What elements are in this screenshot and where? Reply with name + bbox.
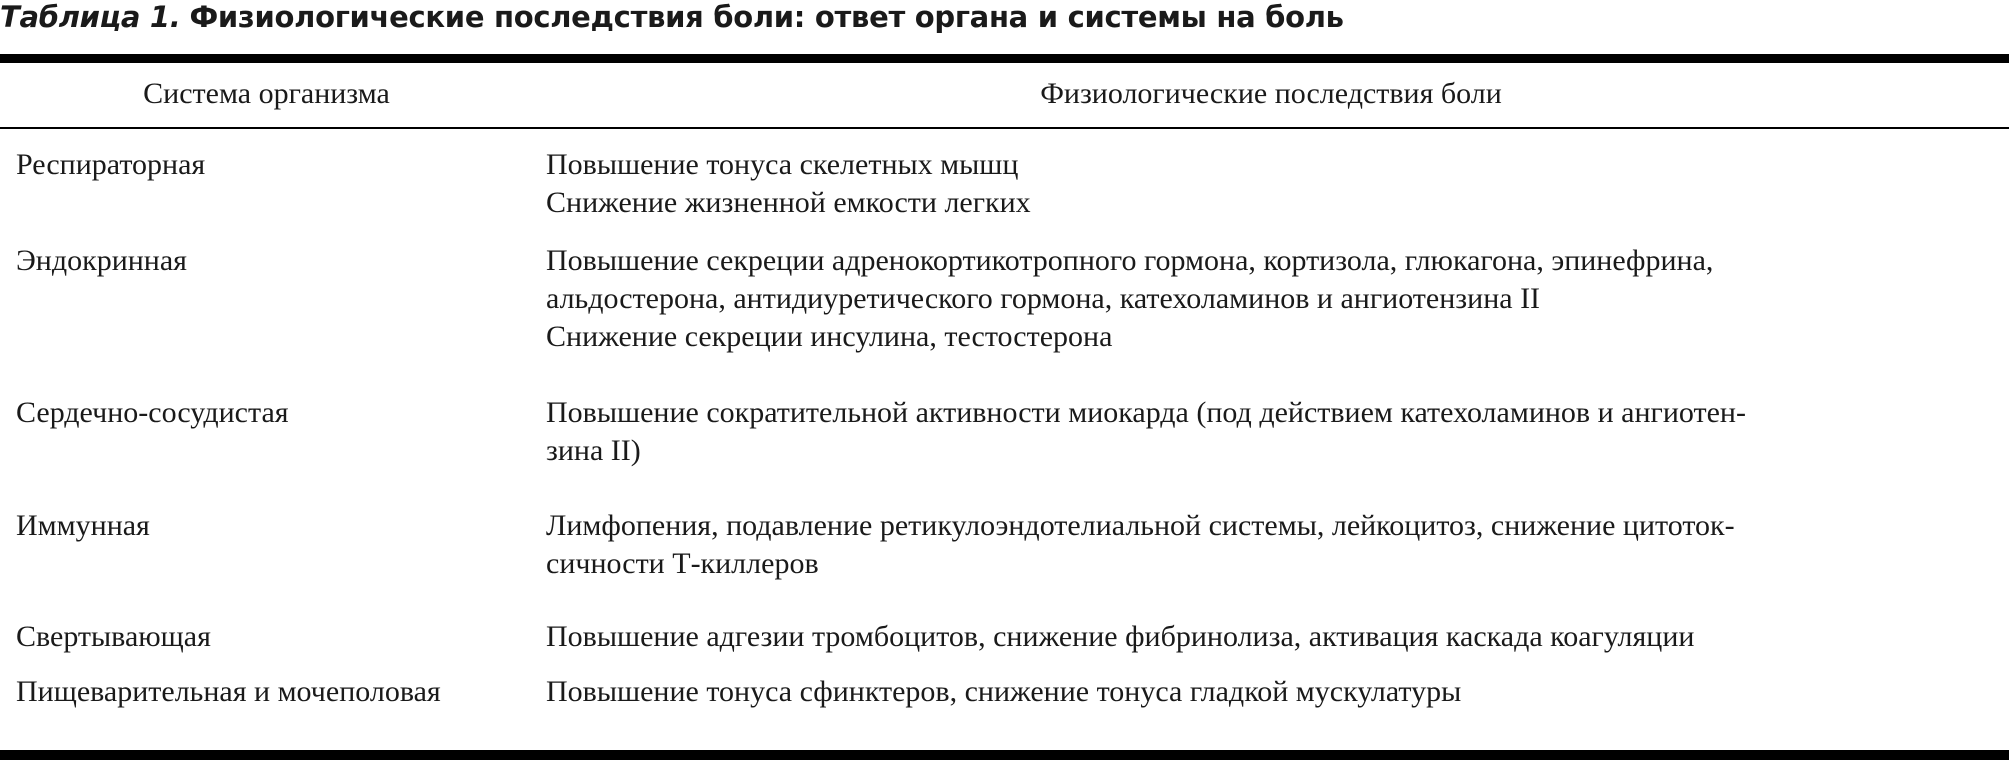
system-cell: Эндокринная — [16, 244, 187, 277]
effects-cell — [532, 618, 2009, 673]
table-top-rule — [0, 54, 2009, 63]
effects-cell — [532, 507, 2009, 618]
effects-cell — [532, 394, 2009, 507]
header-effects: Физиологические последствия боли — [1040, 77, 1502, 110]
system-cell: Иммунная — [16, 509, 150, 542]
effects-cell — [532, 146, 2009, 242]
effect-line: Повышение секреции адренокортикотропного гормона, кортизола, глюкагона, эпинефрина, — [546, 244, 1714, 277]
table-bottom-rule — [0, 750, 2009, 760]
table-caption — [0, 0, 1344, 34]
table-row — [0, 673, 2009, 713]
table-row — [0, 129, 2009, 242]
effect-line: альдостерона, антидиуретического гормона, катехоламинов и ангиотензина II — [546, 282, 1541, 315]
header-system: Система организма — [143, 77, 390, 110]
effect-line: сичности Т-киллеров — [546, 547, 819, 580]
system-cell: Сердечно-сосудистая — [16, 396, 289, 429]
table-title: Физиологические последствия боли: ответ органа и системы на боль — [189, 0, 1344, 34]
table-number: Таблица 1. — [0, 0, 181, 34]
effect-line: Повышение тонуса сфинктеров, снижение тонуса гладкой мускулатуры — [546, 675, 1462, 708]
effects-cell — [532, 242, 2009, 394]
effects-cell — [532, 673, 2009, 713]
system-cell: Пищеварительная и мочеполовая — [16, 675, 441, 708]
system-cell: Свертывающая — [16, 620, 211, 653]
table-row — [0, 394, 2009, 507]
effect-line: Повышение адгезии тромбоцитов, снижение фибринолиза, активация каскада коагуляции — [546, 620, 1695, 653]
effect-line: Повышение тонуса скелетных мышц — [546, 148, 1019, 181]
table-row — [0, 618, 2009, 673]
effect-line: Снижение жизненной емкости легких — [546, 186, 1031, 219]
system-cell: Респираторная — [16, 148, 206, 181]
effect-line: Снижение секреции инсулина, тестостерона — [546, 320, 1113, 353]
effect-line: зина II) — [546, 434, 641, 467]
table-body — [0, 129, 2009, 713]
effect-line: Повышение сократительной активности миокарда (под действием катехоламинов и ангиотен- — [546, 396, 1746, 429]
table-row — [0, 242, 2009, 394]
table-row — [0, 507, 2009, 618]
effect-line: Лимфопения, подавление ретикулоэндотелиальной системы, лейкоцитоз, снижение цитоток- — [546, 509, 1735, 542]
